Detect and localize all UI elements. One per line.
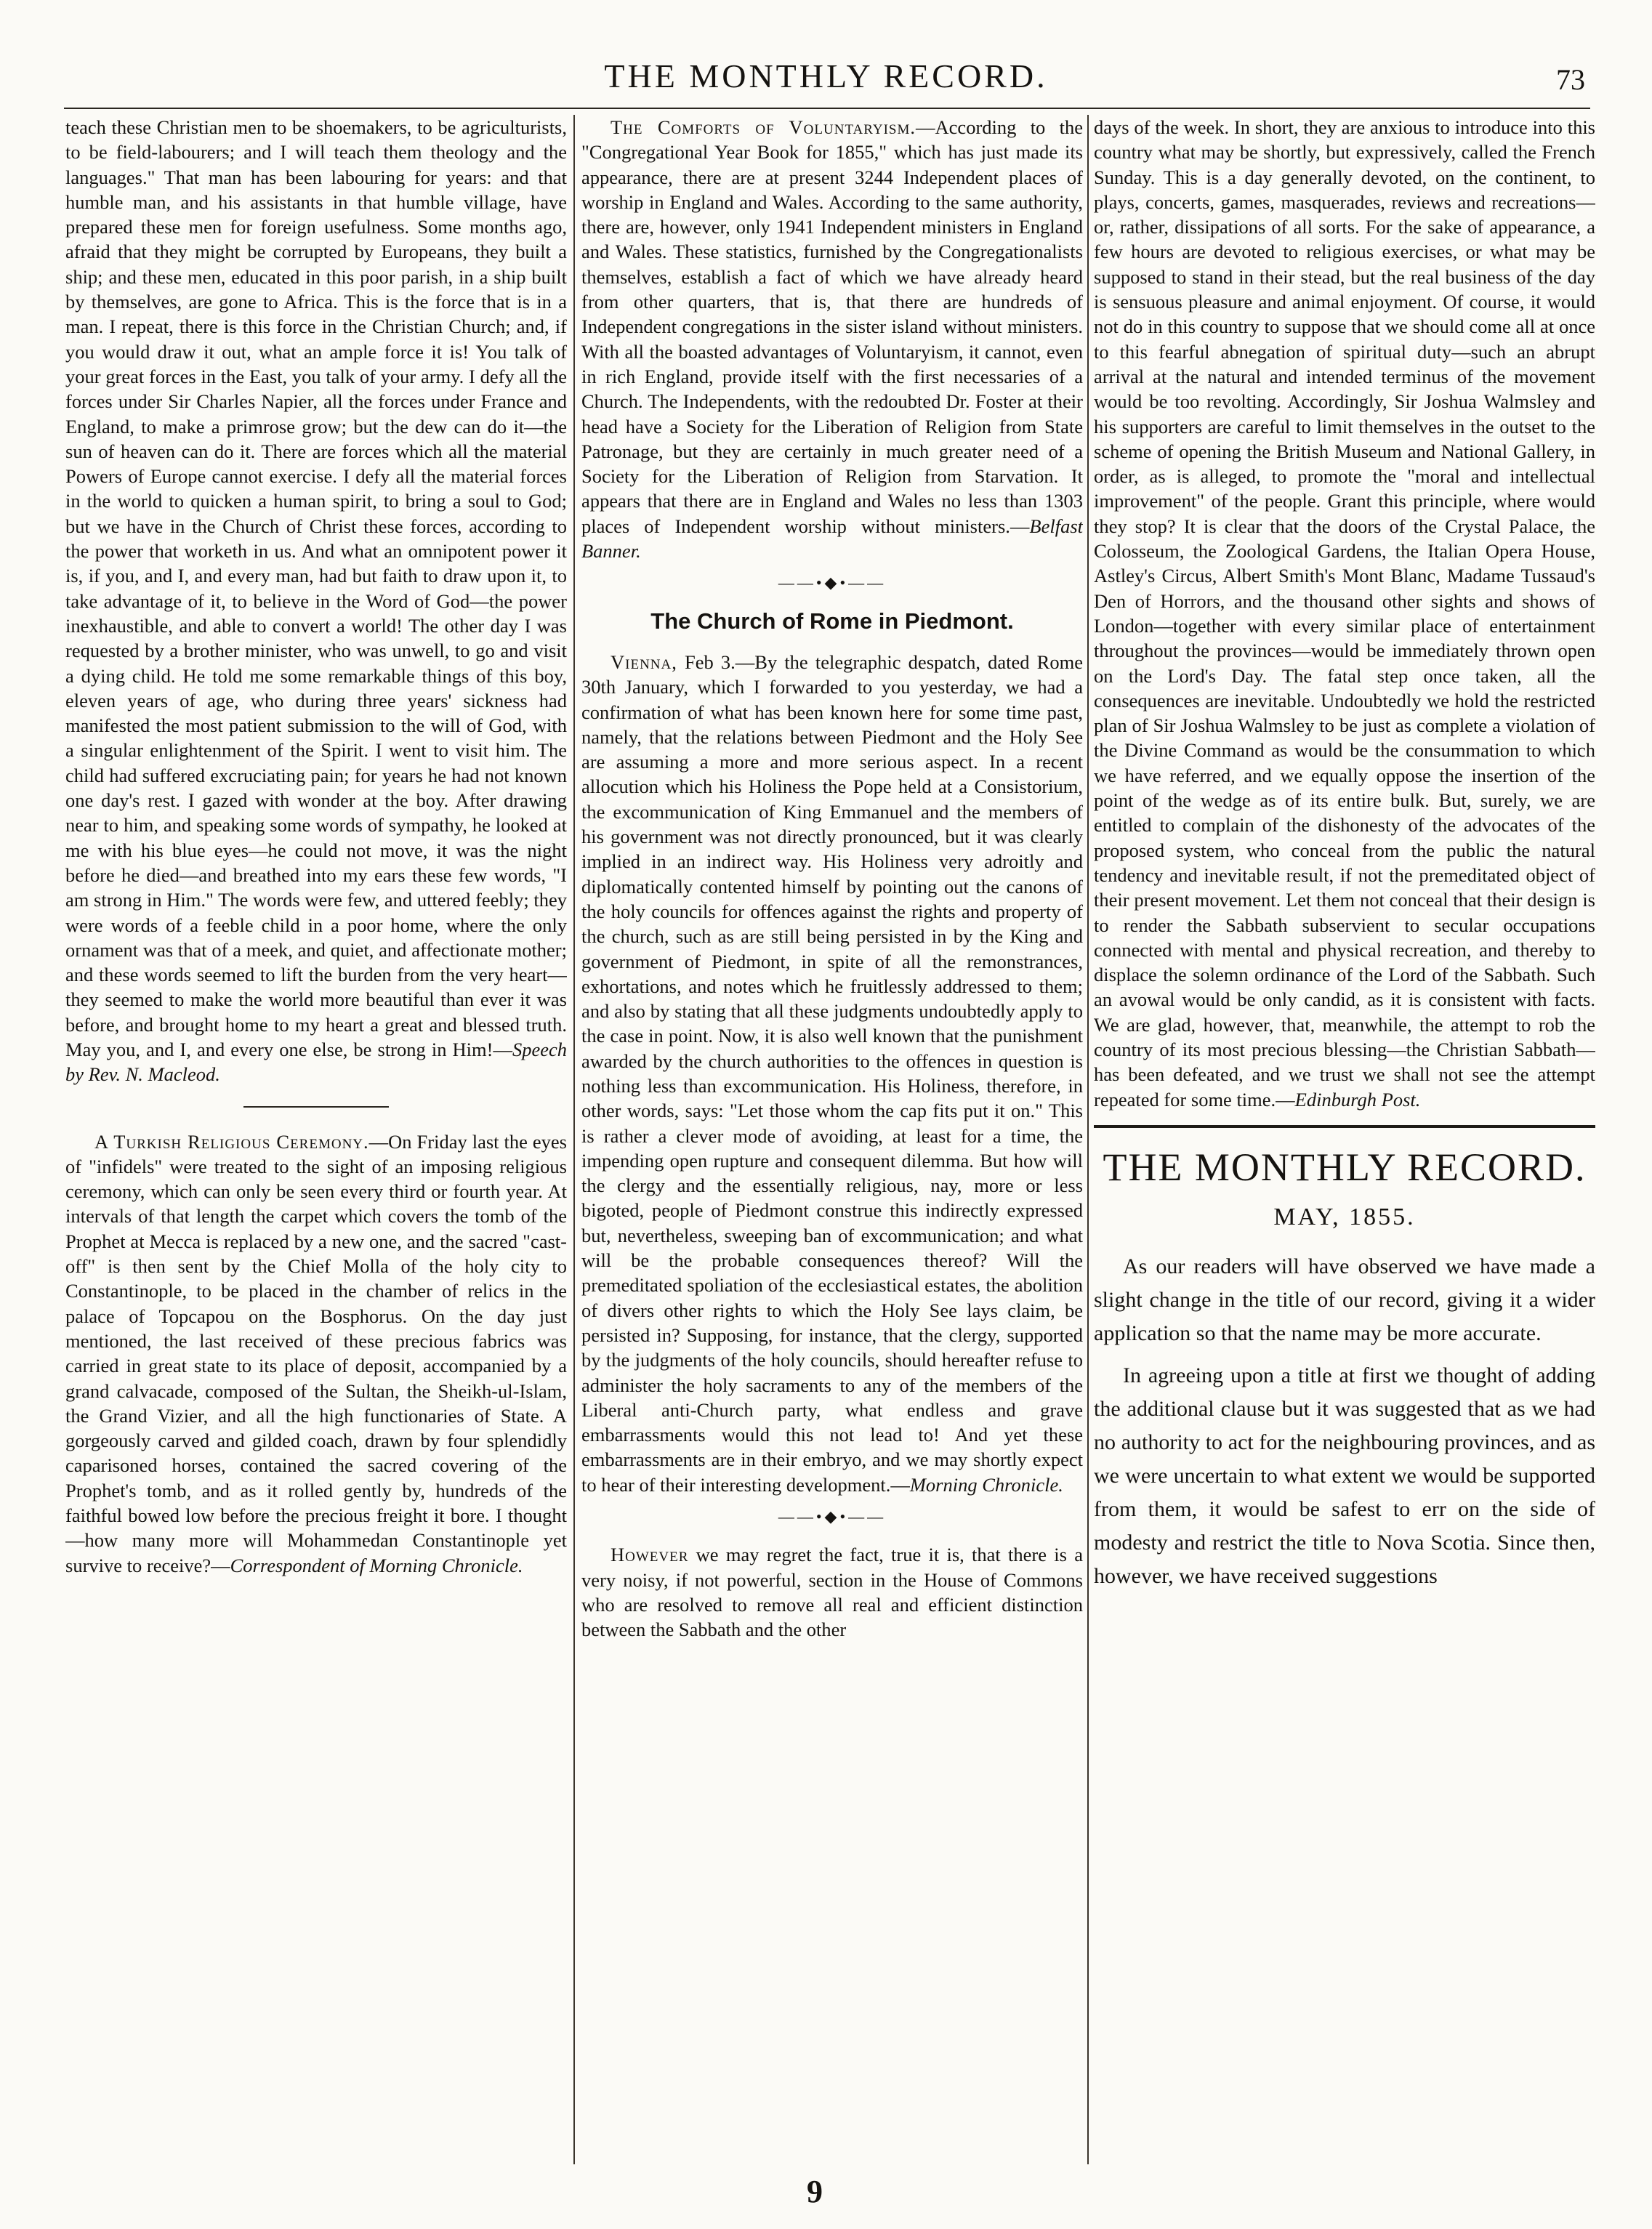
turkish-body: —On Friday last the eyes of "infidels" were treated to the sight of an imposing religious ceremony, which can only be seen every third or fourth year. At intervals of that length the carpet which covers the tomb of the Prophet at Mecca is replaced by a new one, and the sacred "cast-off" is then sent by the Chief Molla of the holy city to Constantinople, to be placed in the chamber of relics in the palace of Topcapou on the Bosphorus. On the day just mentioned, the last received of these precious fabrics was carried in great state to its place of deposit, accompanied by a grand calvacade, composed of the Sultan, the Sheikh-ul-Islam, the Grand Vizier, and all the high functionaries of State. A gorgeously carved and gilded coach, drawn by four splendidly caparisoned horses, contained the sacred covering of the Prophet's tomb, and as it rolled gently by, hundreds of the faithful bowed low before the precious freight it bore. I thought—how many more will Mohammedan Constantinople yet survive to receive?— [65, 1130, 567, 1576]
signature-mark: 9 [807, 2174, 823, 2209]
column-rule-right [1087, 115, 1089, 2164]
sabbath-article [1094, 115, 1595, 1112]
turkish-signature: Correspondent of Morning Chronicle. [230, 1554, 523, 1576]
comforts-article [581, 115, 1083, 563]
column-3 [1094, 115, 1595, 2179]
comforts-title: The Comforts of Voluntaryism. [611, 116, 916, 138]
comforts-body: —According to the "Congregational Year Book for 1855," which has just made its appearance, there are at present 3244 Independent places of worship in England and Wales. According to the same authority, there are, however, only 1941 Independent ministers in England and Wales. These statistics, furnished by the Congregationalists themselves, establish a fact of which we have already heard from other quarters, that is, that there are hundreds of Independent congregations in the sister island without ministers. With all the boasted advantages of Voluntaryism, it cannot, even in rich England, provide itself with the first necessaries of a Church. The Independents, with the redoubted Dr. Foster at their head have a Society for the Liberation of Religion from State Patronage, but they are certainly in much greater need of a Society for the Liberation of Religion from Starvation. It appears that there are in England and Wales no less than 1303 places of Independent worship without ministers.— [581, 116, 1083, 537]
piedmont-heading: The Church of Rome in Piedmont. [650, 608, 1014, 634]
comforts-signature: Belfast Banner. [581, 515, 1083, 563]
masthead-title: THE MONTHLY RECORD. [1103, 1145, 1587, 1189]
sabbath-body: days of the week. In short, they are anxious to introduce into this country what may be shortly, but expressively, called the French Sunday. This is a day generally devoted, on the continent, to plays, concerts, games, masquerades, reviews and recreations—or, rather, dissipations of all sorts. For the sake of appearance, a few hours are devoted to religious exercises, or what may be supposed to stand in their stead, but the real business of the day is sensuous pleasure and animal enjoyment. Of course, it would not do in this country to suppose that we should come all at once to this fearful abnegation of spiritual duty—such an abrupt arrival at the natural and intended terminus of the movement would be too revolting. Accordingly, Sir Joshua Walmsley and his supporters are careful to limit themselves in the outset to the scheme of opening the British Museum and National Gallery, in order, as is alleged, to promote the "moral and intellectual improvement" of the people. Grant this principle, where would they stop? It is clear that the doors of the Crystal Palace, the Colosseum, the Zoological Gardens, the Italian Opera House, Astley's Circus, Albert Smith's Mont Blanc, Madame Tussaud's Den of Horrors, and the thousand other sights and shows of London—together with every similar place of entertainment throughout the provinces—would be immediately thrown open on the Lord's Day. The fatal step once taken, all the consequences are inevitable. Undoubtedly we hold the restricted plan of Sir Joshua Walmsley to be just as complete a violation of the Divine Command as would be the consummation to which we have referred, and we equally oppose the insertion of the point of the wedge as of its entire bulk. But, surely, we are entitled to complain of the dishonesty of the advocates of the proposed system, who conceal from the public the natural tendency and inevitable result, if not the premeditated object of their present movement. Let them not conceal that their design is to render the Sabbath subservient to secular occupations connected with mental and physical recreation, and thereby to displace the solemn ordinance of the Lord of the Sabbath. Such an avowal would be only candid, as it is consistent with facts. We are glad, however, that, meanwhile, the attempt to rob the country of its most precious blessing—the Christian Sabbath—has been defeated, and we trust we shall not see the attempt repeated for some time.— [1094, 116, 1595, 1111]
commons-lead: However [611, 1544, 689, 1566]
piedmont-dateline: Vienna, [611, 650, 677, 673]
editorial-paragraph: In agreeing upon a title at first we thought of adding the additional clause but it was suggested that as we had no authority to act for the neighbouring provinces, and as we were uncertain to what extent we would be supported from them, it would be safest to err on the side of modesty and restrict the title to Nova Scotia. Since then, however, we have received suggestions [1094, 1363, 1595, 1589]
piedmont-body: Feb 3.—By the telegraphic despatch, dated Rome 30th January, which I forwarded to you yesterday, we had a confirmation of what has been known here for some time past, namely, that the relations between Piedmont and the Holy See are assuming a more and more serious aspect. In a recent allocution which his Holiness the Pope held at a Consistorium, the excommunication of King Emmanuel and the members of his government was not directly pronounced, but it was clearly implied in an indirect way. His Holiness very adroitly and diplomatically contented himself by pointing out the canons of the holy councils for offences against the rights and property of the church, such as are still being persisted in by the King and government of Piedmont, in spite of all the remonstrances, exhortations, and notes which he fruitlessly addressed to them; and also by stating that all these judgments undoubtedly apply to the case in point. Now, it is also well known that the punishment awarded by the church authorities to the offences in question is nothing less than excommunication. His Holiness, therefore, in other words, says: "Let those whom the cap fits put it on." This is rather a clever mode of avoiding, at least for a time, the impending open rupture and consequent dilemma. But how will the clergy and the essentially religious, nay, more or less bigoted, people of Piedmont construe this indirectly expressed but, nevertheless, sweeping ban of excommunication; and what will be the probable consequences thereof? Will the premeditated spoliation of the ecclesiastical estates, the abolition of divers other rights to which the Holy See lays claim, be persisted in? Supposing, for instance, that the clergy, supported by the judgments of the holy councils, should hereafter refuse to administer the holy sacraments to any of the members of the Liberal anti-Church party, what endless and grave embarrassments would this not lead to! And yet these embarrassments are in their embryo, and we may shortly expect to hear of their interesting development.— [581, 650, 1083, 1496]
sabbath-signature: Edinburgh Post. [1294, 1088, 1421, 1111]
column-2 [581, 115, 1083, 2179]
turkish-article [65, 1129, 567, 1578]
turkish-title: A Turkish Religious Ceremony. [94, 1130, 369, 1153]
editorial-paragraph: As our readers will have observed we have made a slight change in the title of our record, giving it a wider application so that the name may be more accurate. [1094, 1254, 1595, 1346]
piedmont-article [581, 650, 1083, 1497]
speech-body: teach these Christian men to be shoemakers, to be agriculturists, to be field-labourers; and I will teach them theology and the languages." That man has been labouring for years: and that humble man, and his assistants in that humble village, have prepared these men for foreign usefulness. Some months ago, afraid that they might be corrupted by Europeans, they built a ship; and these men, educated in this poor parish, in a ship built by themselves, are gone to Africa. This is the force that is in a man. I repeat, there is this force in the Christian Church; and, if you would draw it out, what an ample force it is! You talk of your great forces in the East, you talk of your army. I defy all the forces under Sir Charles Napier, all the forces under France and England, to make a primrose grow; but the dew can do it—the sun of heaven can do it. There are forces which all the material Powers of Europe cannot exercise. I defy all the material forces in the world to quicken a human spirit, to bring a soul to God; but we have in the Church of Christ these forces, according to the power that worketh in us. And what an omnipotent power it is, if you, and I, and every man, had but faith to draw upon it, to take advantage of it, to believe in the Word of God—the power inexhaustible, and able to convert a world! The other day I was requested by a brother minister, who was unwell, to go and visit a dying child. He told me some remarkable things of this boy, eleven years of age, who during three years' sickness had manifested the most patient submission to the will of God, with a singular enlightenment of the Spirit. I went to visit him. The child had suffered excruciating pain; for years he had not known one day's rest. I gazed with wonder at the boy. After drawing near to him, and speaking some words of sympathy, he looked at me with his blue eyes—he could not move, it was the night before he died—and breathed into my ears these few words, "I am strong in Him." The words were few, and uttered feebly; they were words of a feeble child in a poor home, where the only ornament was that of a meek, and quiet, and affectionate mother; and these words seemed to lift the burden from the very heart—they seemed to make the world more beautiful than ever it was before, and brought home to my heart a great and blessed truth. May you, and I, and every one else, be strong in Him!— [65, 116, 567, 1060]
speech-article [65, 115, 567, 1087]
piedmont-signature: Morning Chronicle. [909, 1473, 1063, 1496]
ornament-divider: ——•◆•—— [778, 1507, 887, 1526]
header-title: THE MONTHLY RECORD. [604, 57, 1048, 94]
ornament-divider: ——•◆•—— [778, 573, 887, 592]
commons-body: we may regret the fact, true it is, that there is a very noisy, if not powerful, section in the House of Commons who are resolved to remove all real and efficient distinction between the Sabbath and the other [581, 1544, 1083, 1641]
header-rule [64, 108, 1590, 109]
column-1 [65, 115, 567, 2179]
speech-signature: Speech by Rev. N. Macleod. [65, 1038, 567, 1086]
editorial [1094, 1250, 1595, 1593]
commons-article [581, 1542, 1083, 1642]
article-divider [243, 1106, 389, 1108]
page-number: 73 [1556, 63, 1585, 96]
masthead-date: MAY, 1855. [1273, 1203, 1416, 1230]
column-rule-left [573, 115, 575, 2164]
masthead-rule [1094, 1125, 1595, 1128]
